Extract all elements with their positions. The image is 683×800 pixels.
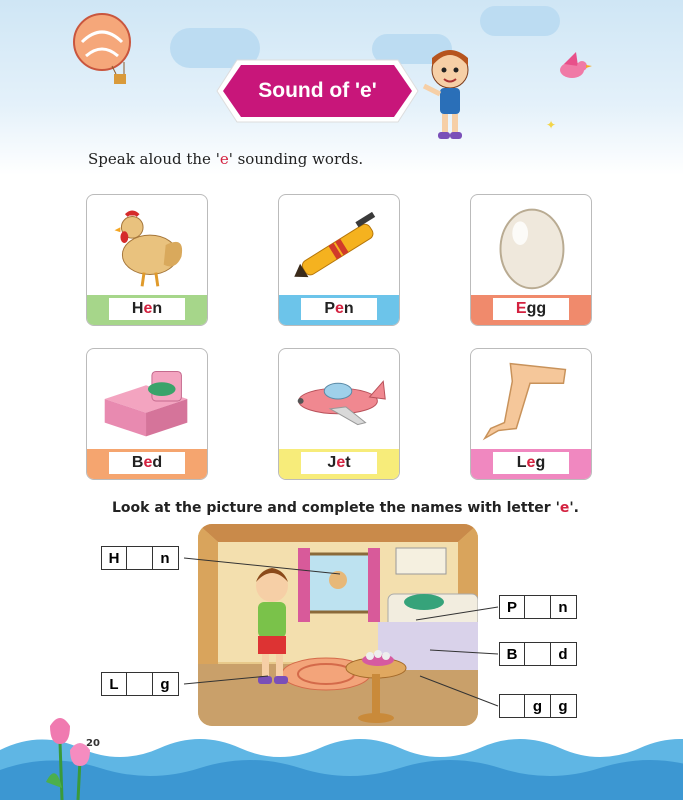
fill-box-pen [500, 595, 577, 619]
card-hen [86, 194, 208, 326]
letter-box: g [524, 694, 551, 718]
letter-box: d [550, 642, 577, 666]
room-scene [198, 524, 478, 726]
page-title: Sound of 'e' [258, 79, 377, 102]
fill-box-hen [102, 546, 179, 570]
letter-box: g [550, 694, 577, 718]
bed-icon [87, 349, 207, 449]
letter-box: g [152, 672, 179, 696]
card-word: E gg [493, 298, 569, 320]
pen-icon [279, 195, 399, 295]
blank-letter-box[interactable] [126, 672, 153, 696]
letter-box: n [550, 595, 577, 619]
cloud [480, 6, 560, 36]
hot-air-balloon-icon [72, 12, 142, 90]
room-scene-illustration [198, 524, 478, 726]
blank-letter-box[interactable] [126, 546, 153, 570]
card-egg [470, 194, 592, 326]
card-jet [278, 348, 400, 480]
egg-icon [471, 195, 591, 295]
instruction-speak-aloud: Speak aloud the 'e' sounding words. [88, 150, 364, 168]
fill-box-egg [500, 694, 577, 718]
letter-box: H [101, 546, 128, 570]
tulip-flowers-icon [40, 712, 100, 800]
star-icon: ✦ [546, 118, 557, 132]
page-number: 20 [86, 738, 100, 749]
card-word: J e t [301, 452, 377, 474]
jet-icon [279, 349, 399, 449]
blank-letter-box[interactable] [524, 595, 551, 619]
card-leg [470, 348, 592, 480]
girl-character-icon [418, 48, 480, 143]
blank-letter-box[interactable] [499, 694, 526, 718]
letter-box: n [152, 546, 179, 570]
card-word: B e d [109, 452, 185, 474]
card-pen [278, 194, 400, 326]
letter-box: P [499, 595, 526, 619]
hen-icon [87, 195, 207, 295]
instruction-complete-names: Look at the picture and complete the names with letter 'e'. [112, 500, 579, 516]
blank-letter-box[interactable] [524, 642, 551, 666]
card-word: P e n [301, 298, 377, 320]
card-word: H e n [109, 298, 185, 320]
leg-icon [471, 349, 591, 449]
card-bed [86, 348, 208, 480]
letter-box: B [499, 642, 526, 666]
fill-box-leg [102, 672, 179, 696]
water-waves [0, 730, 683, 800]
letter-box: L [101, 672, 128, 696]
fill-box-bed [500, 642, 577, 666]
bird-icon [552, 52, 594, 82]
card-word: L e g [493, 452, 569, 474]
